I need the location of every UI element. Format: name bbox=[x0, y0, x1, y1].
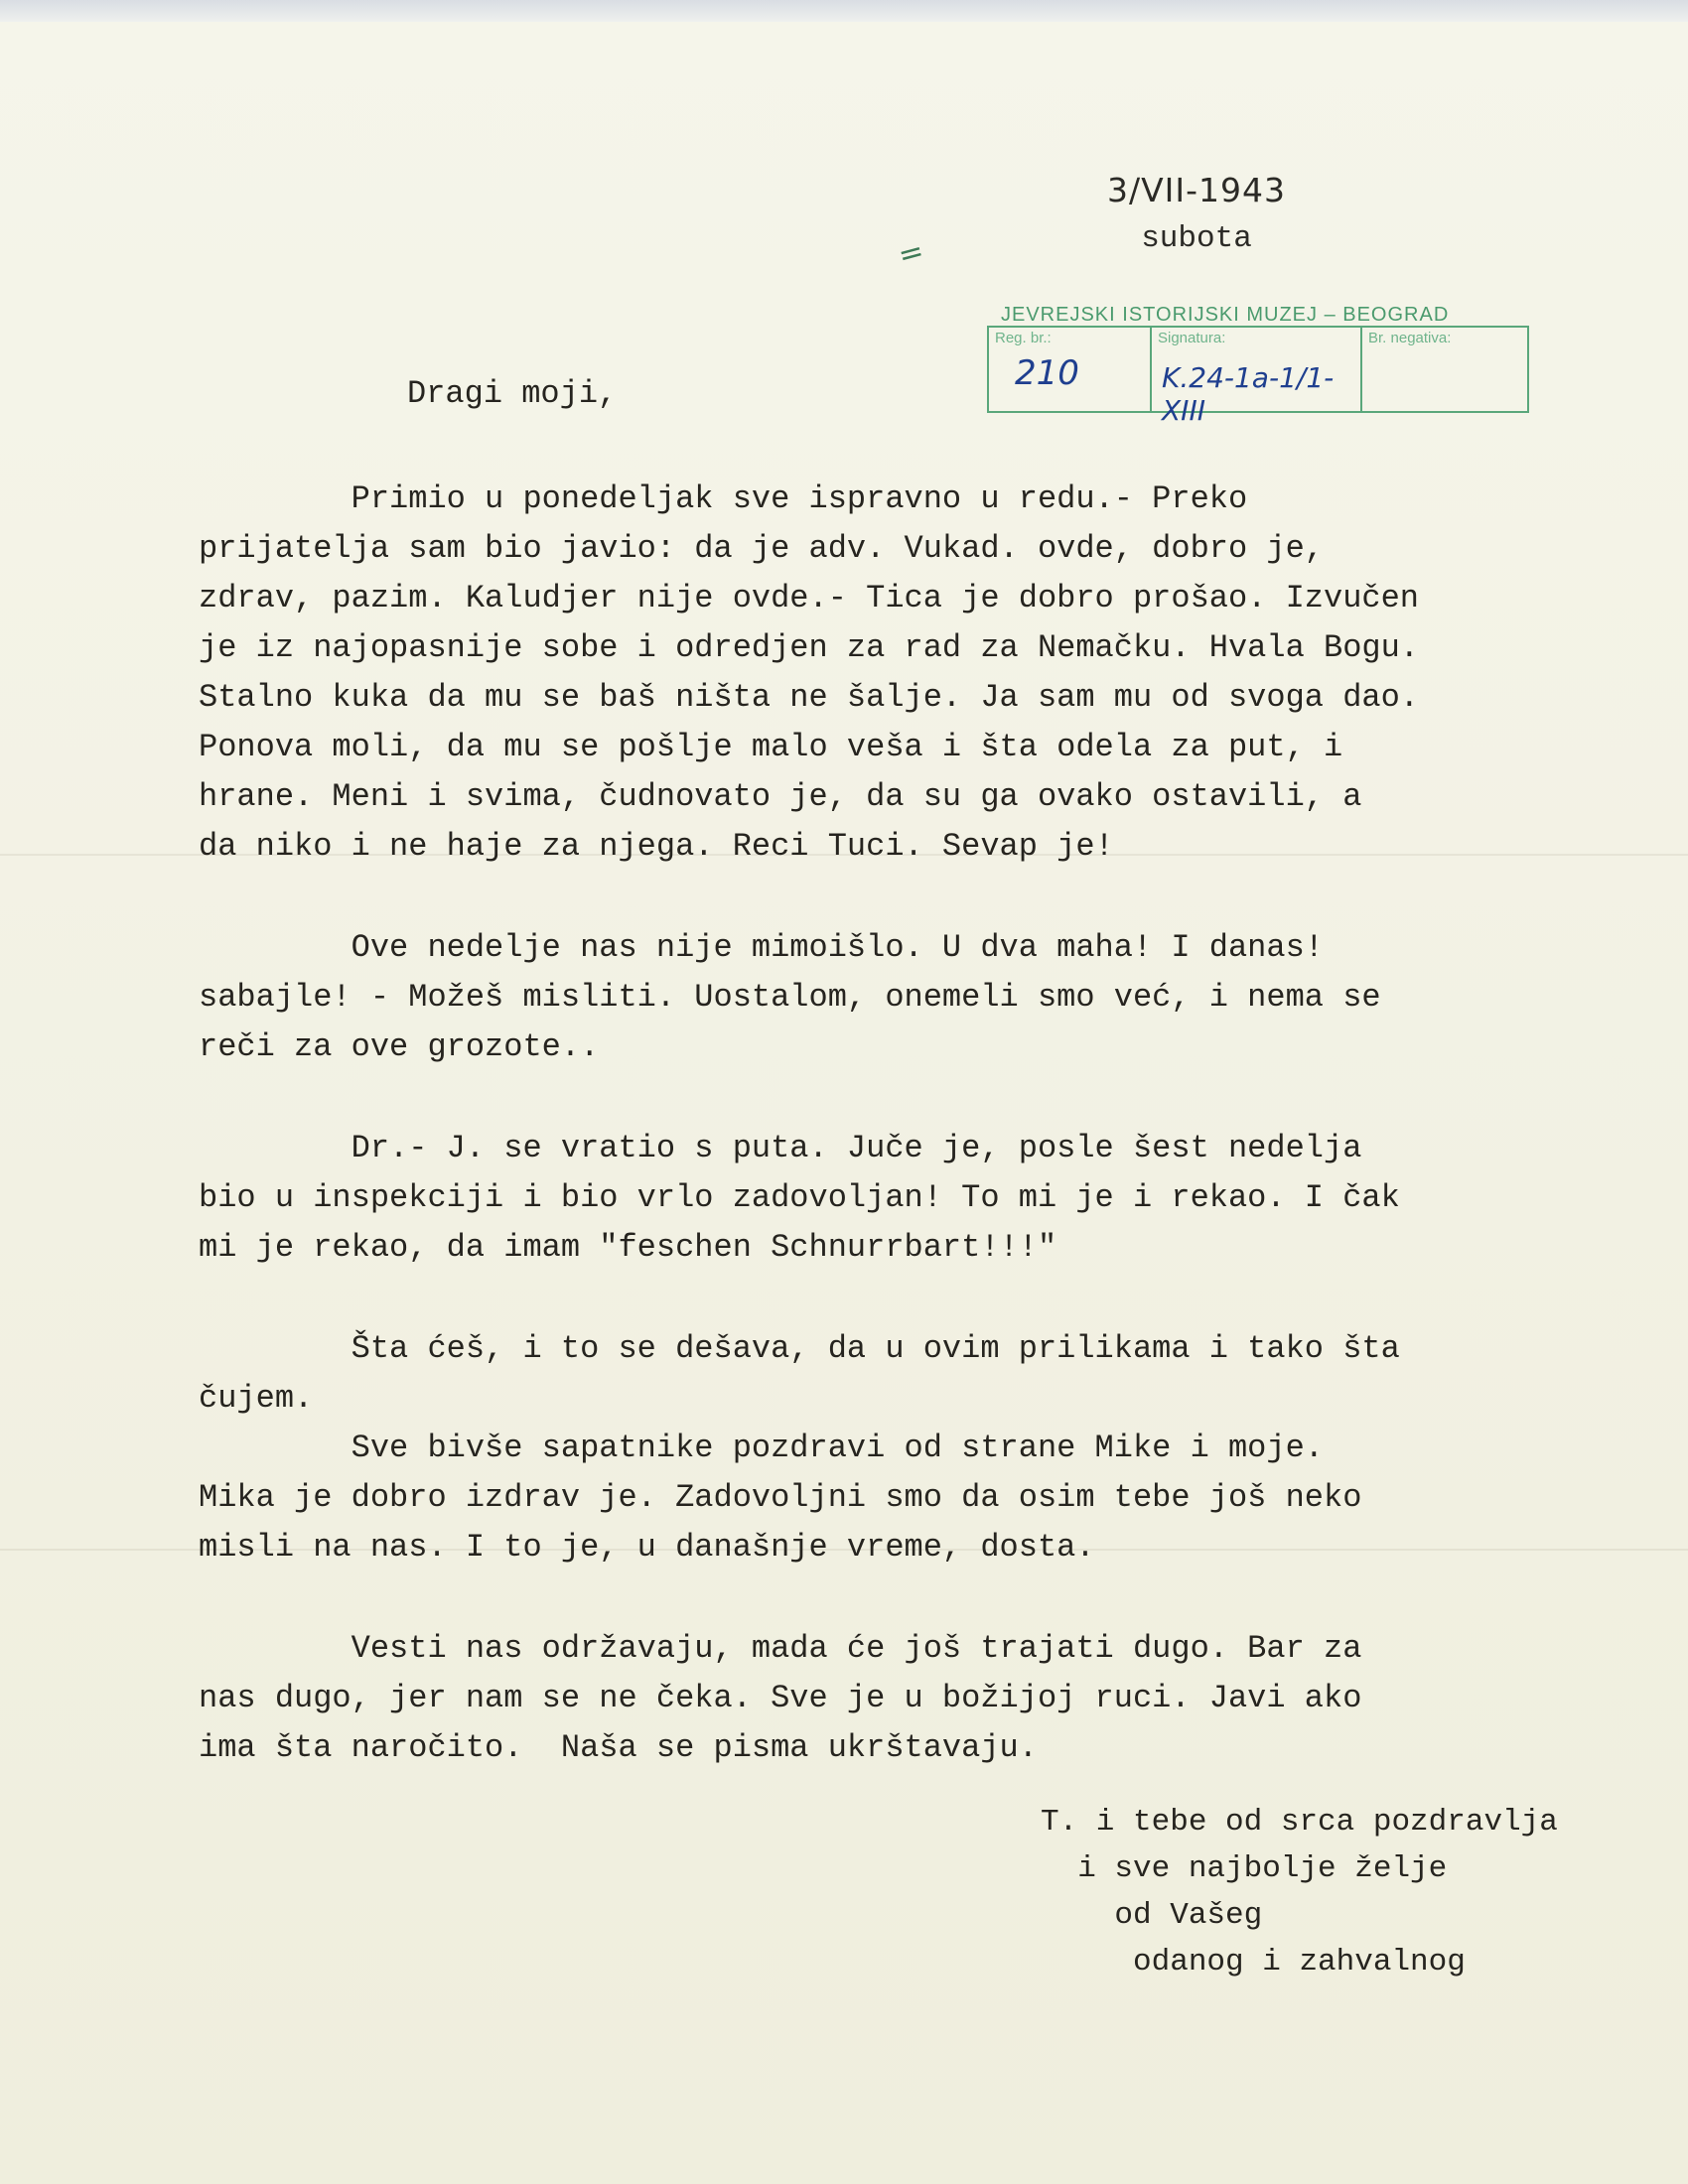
archive-mark: = bbox=[894, 233, 928, 274]
museum-stamp-title: JEVREJSKI ISTORIJSKI MUZEJ – BEOGRAD bbox=[1001, 304, 1450, 326]
letter-closing bbox=[1041, 1799, 1558, 1985]
letter-body bbox=[199, 475, 1489, 1825]
letter-paragraph: Vesti nas održavaju, mada će još trajati dugo. Bar za nas dugo, jer nam se ne čeka. Sve je u božijoj ruci. Javi ako ima šta naročito. Naša se pisma ukrštavaju. bbox=[199, 1630, 1362, 1766]
letter-day: subota bbox=[1141, 221, 1252, 256]
letter-paragraph: Ove nedelje nas nije mimoišlo. U dva maha! I danas! sabajle! - Možeš misliti. Uostalom, onemeli smo već, i nema se reči za ove grozote.. bbox=[199, 929, 1381, 1065]
stamp-negativ-cell bbox=[1362, 328, 1527, 411]
date-block bbox=[1048, 171, 1345, 256]
letter-paragraph: Dr.- J. se vratio s puta. Juče je, posle šest nedelja bio u inspekciji i bio vrlo zadovoljan! To mi je i rekao. I čak mi je rekao, da imam "feschen Schnurrbart!!!" bbox=[199, 1130, 1400, 1266]
letter-greeting: Dragi moji, bbox=[407, 375, 618, 412]
closing-line: i sve najbolje želje bbox=[1041, 1851, 1448, 1886]
closing-line: od Vašeg bbox=[1041, 1898, 1263, 1933]
stamp-reg-value: 210 bbox=[1015, 353, 1079, 393]
stamp-negativ-label: Br. negativa: bbox=[1368, 330, 1452, 346]
stamp-signatura-label: Signatura: bbox=[1158, 330, 1226, 346]
stamp-signatura-cell bbox=[1152, 328, 1362, 427]
stamp-signatura-value: K.24-1a-1/1-XIII bbox=[1162, 361, 1335, 427]
stamp-reg-cell bbox=[989, 328, 1152, 411]
tape-strip bbox=[0, 0, 1688, 22]
closing-line: T. i tebe od srca pozdravlja bbox=[1041, 1805, 1558, 1840]
closing-line: odanog i zahvalnog bbox=[1041, 1945, 1466, 1979]
stamp-reg-label: Reg. br.: bbox=[995, 330, 1052, 346]
museum-stamp bbox=[987, 326, 1529, 427]
letter-date: 3/VII-1943 bbox=[1106, 171, 1287, 209]
letter-paragraph: Primio u ponedeljak sve ispravno u redu.- Preko prijatelja sam bio javio: da je adv. Vukad. ovde, dobro je, zdrav, pazim. Kaludjer nije ovde.- Tica je dobro prošao. Izvučen je iz najopasnije sobe i odredjen za rad za Nemačku. Hvala Bogu. Stalno kuka da mu se baš ništa ne šalje. Ja sam mu od svoga dao. Ponova moli, da mu se pošlje malo veša i šta odela za put, i hrane. Meni i svima, čudnovato je, da su ga ovako ostavili, a da niko i ne haje za njega. Reci Tuci. Sevap je! bbox=[199, 480, 1419, 865]
letter-paragraph: Šta ćeš, i to se dešava, da u ovim prilikama i tako šta čujem. Sve bivše sapatnike pozdravi od strane Mike i moje. Mika je dobro izdrav je. Zadovoljni smo da osim tebe još neko misli na nas. I to je, u današnje vreme, dosta. bbox=[199, 1330, 1400, 1566]
